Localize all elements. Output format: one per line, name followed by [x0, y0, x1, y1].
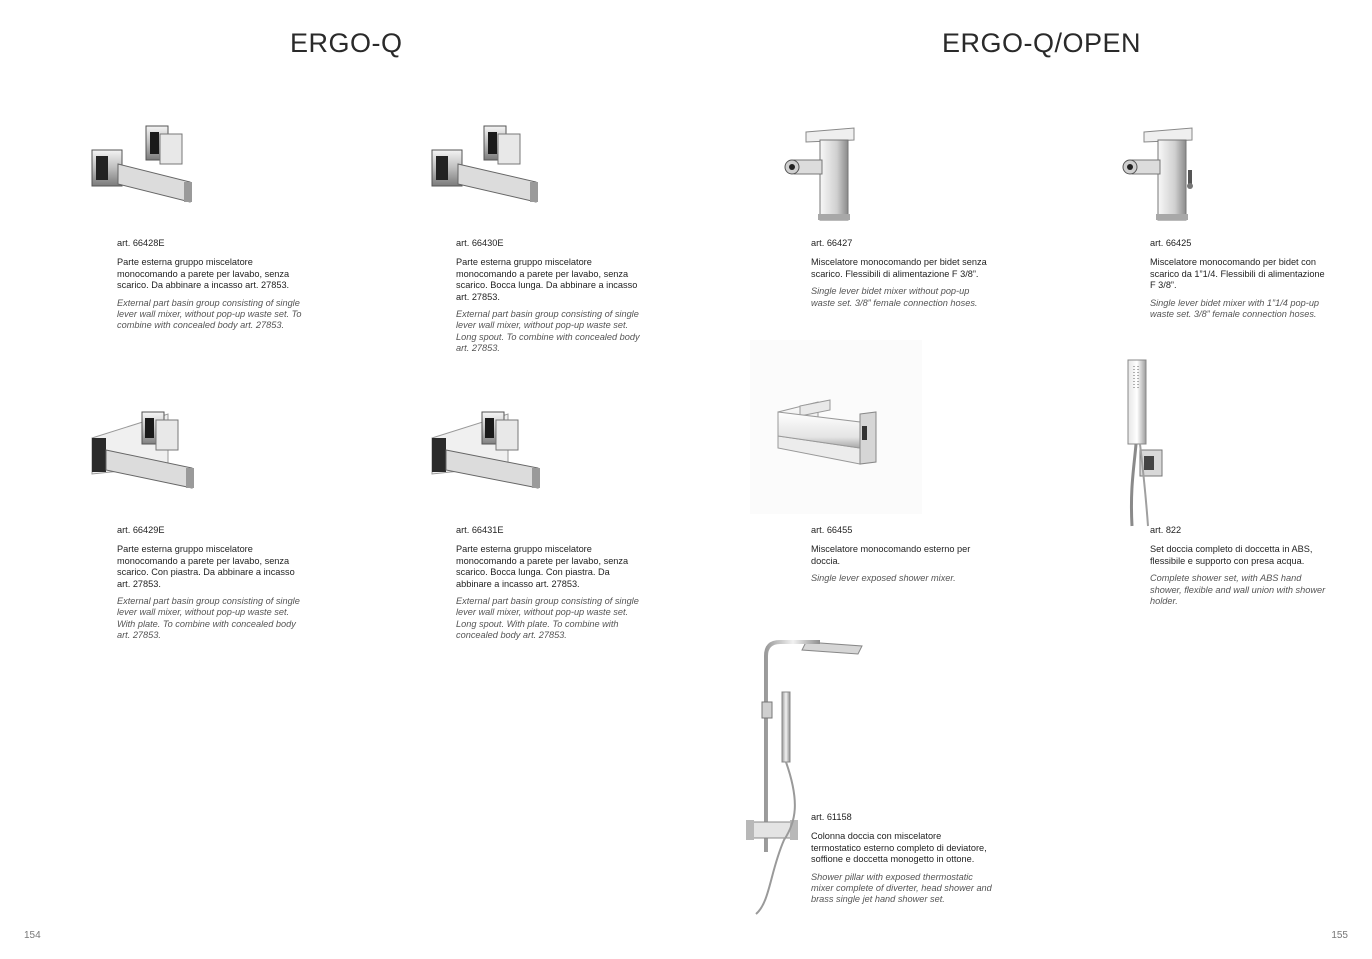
page-title: ERGO-Q [290, 28, 403, 58]
wall-basin-mixer-icon [88, 122, 198, 207]
right-page [686, 0, 1372, 959]
art-number: art. 66427 [811, 238, 853, 248]
product-description [117, 525, 302, 642]
italian-description: Parte esterna gruppo miscelatore monocomando a parete per lavabo, senza scarico. Da abbinare a incasso art. 27853. [117, 257, 290, 291]
english-description: Shower pillar with exposed thermostatic mixer complete of diverter, head shower and brass single jet hand shower set. [811, 871, 992, 905]
art-number: art. 66429E [117, 525, 165, 535]
product-description [811, 525, 993, 585]
wall-basin-mixer-plate-icon [88, 406, 200, 494]
product-description [1150, 238, 1332, 320]
italian-description: Parte esterna gruppo miscelatore monocomando a parete per lavabo, senza scarico. Bocca lunga. Con piastra. Da abbinare a incasso art. 27853. [456, 544, 629, 589]
italian-description: Set doccia completo di doccetta in ABS, flessibile e supporto con presa acqua. [1150, 544, 1313, 566]
italian-description: Miscelatore monocomando per bidet senza scarico. Flessibili di alimentazione F 3/8”. [811, 257, 987, 279]
wall-basin-mixer-icon [428, 122, 543, 207]
product-description [456, 525, 641, 642]
exposed-shower-mixer-icon [750, 340, 922, 514]
english-description: External part basin group consisting of single lever wall mixer, without pop-up waste set. Long spout. To combine with concealed body art. 27853. [456, 309, 640, 354]
page-number: 154 [24, 930, 41, 941]
page-number: 155 [1331, 930, 1348, 941]
italian-description: Miscelatore monocomando esterno per doccia. [811, 544, 971, 566]
product-description [811, 812, 993, 906]
english-description: External part basin group consisting of single lever wall mixer, without pop-up waste set. With plate. To combine with concealed body art. 27853. [117, 596, 300, 641]
italian-description: Parte esterna gruppo miscelatore monocomando a parete per lavabo, senza scarico. Con piastra. Da abbinare a incasso art. 27853. [117, 544, 295, 589]
english-description: Single lever exposed shower mixer. [811, 573, 956, 584]
english-description: Single lever bidet mixer without pop-up waste set. 3/8” female connection hoses. [811, 286, 978, 308]
art-number: art. 66430E [456, 238, 504, 248]
english-description: Complete shower set, with ABS hand shower, flexible and wall union with shower holder. [1150, 573, 1326, 607]
wall-basin-mixer-plate-icon [428, 406, 546, 494]
art-number: art. 66455 [811, 525, 853, 535]
english-description: External part basin group consisting of single lever wall mixer, without pop-up waste set. Long spout. With plate. To combine with concealed body art. 27853. [456, 596, 639, 641]
product-description [456, 238, 641, 355]
italian-description: Parte esterna gruppo miscelatore monocomando a parete per lavabo, senza scarico. Bocca lunga. Da abbinare a incasso art. 27853. [456, 257, 638, 302]
bidet-mixer-icon [784, 126, 864, 224]
art-number: art. 61158 [811, 812, 852, 822]
product-description [1150, 525, 1332, 607]
english-description: Single lever bidet mixer with 1”1/4 pop-up waste set. 3/8” female connection hoses. [1150, 297, 1320, 320]
english-description: External part basin group consisting of single lever wall mixer, without pop-up waste set. To combine with concealed body art. 27853. [117, 297, 302, 331]
hand-shower-set-icon [1126, 358, 1166, 530]
art-number: art. 66431E [456, 525, 504, 535]
bidet-mixer-icon [1122, 126, 1202, 224]
art-number: art. 66425 [1150, 238, 1192, 248]
art-number: art. 822 [1150, 525, 1182, 535]
product-description [811, 238, 993, 309]
art-number: art. 66428E [117, 238, 165, 248]
italian-description: Colonna doccia con miscelatore termostatico esterno completo di deviatore, soffione e doccetta monogetto in ottone. [811, 831, 987, 865]
page-title: ERGO-Q/OPEN [942, 28, 1142, 58]
product-description [117, 238, 302, 332]
italian-description: Miscelatore monocomando per bidet con scarico da 1”1/4. Flessibili di alimentazione F 3/8”. [1150, 257, 1325, 291]
